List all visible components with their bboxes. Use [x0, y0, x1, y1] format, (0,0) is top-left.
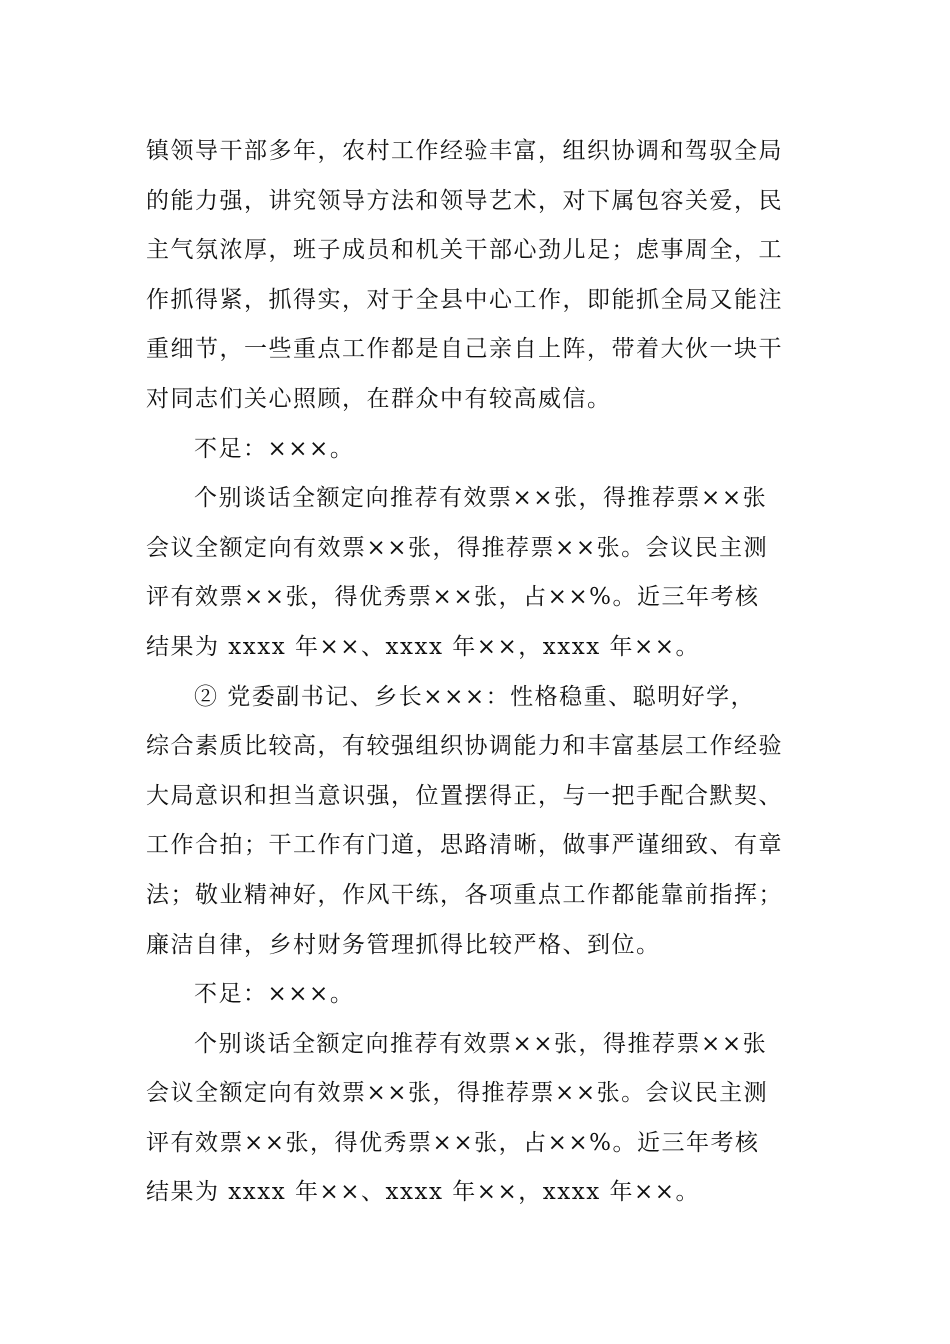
paragraph-line: 对同志们关心照顾，在群众中有较高威信。	[146, 385, 612, 412]
paragraph-line: 个别谈话全额定向推荐有效票××张，得推荐票××张	[194, 485, 768, 512]
paragraph-line: 的能力强，讲究领导方法和领导艺术，对下属包容关爱，民	[146, 187, 783, 214]
paragraph-line: 评有效票××张，得优秀票××张，占××%。近三年考核	[146, 584, 760, 611]
paragraph-line: 会议全额定向有效票××张，得推荐票××张。会议民主测	[146, 534, 769, 561]
document-body	[146, 127, 810, 1218]
paragraph-line: 大局意识和担当意识强，位置摆得正，与一把手配合默契、	[146, 782, 783, 809]
paragraph-line: 工作合拍；干工作有门道，思路清晰，做事严谨细致、有章	[146, 832, 783, 859]
paragraph-line: 镇领导干部多年，农村工作经验丰富，组织协调和驾驭全局	[146, 138, 783, 164]
section-heading-line: ② 党委副书记、乡长×××：性格稳重、聪明好学，	[194, 683, 756, 710]
shortcomings-line: 不足：×××。	[194, 981, 355, 1008]
paragraph-line: 评有效票××张，得优秀票××张，占××%。近三年考核	[146, 1129, 760, 1156]
paragraph-line: 会议全额定向有效票××张，得推荐票××张。会议民主测	[146, 1080, 769, 1107]
paragraph-line: 综合素质比较高，有较强组织协调能力和丰富基层工作经验	[146, 733, 783, 760]
paragraph-line: 结果为 xxxx 年××、xxxx 年××，xxxx 年××。	[146, 633, 701, 660]
paragraph-line: 主气氛浓厚，班子成员和机关干部心劲儿足；虑事周全，工	[146, 237, 783, 264]
shortcomings-line: 不足：×××。	[194, 435, 355, 462]
paragraph-line: 廉洁自律，乡村财务管理抓得比较严格、到位。	[146, 931, 661, 958]
paragraph-line: 作抓得紧，抓得实，对于全县中心工作，即能抓全局又能注	[146, 286, 783, 313]
paragraph-line: 法；敬业精神好，作风干练，各项重点工作都能靠前指挥；	[146, 881, 783, 908]
paragraph-line: 重细节，一些重点工作都是自己亲自上阵，带着大伙一块干	[146, 336, 783, 363]
paragraph-line: 结果为 xxxx 年××、xxxx 年××，xxxx 年××。	[146, 1179, 701, 1206]
paragraph-line: 个别谈话全额定向推荐有效票××张，得推荐票××张	[194, 1030, 768, 1057]
